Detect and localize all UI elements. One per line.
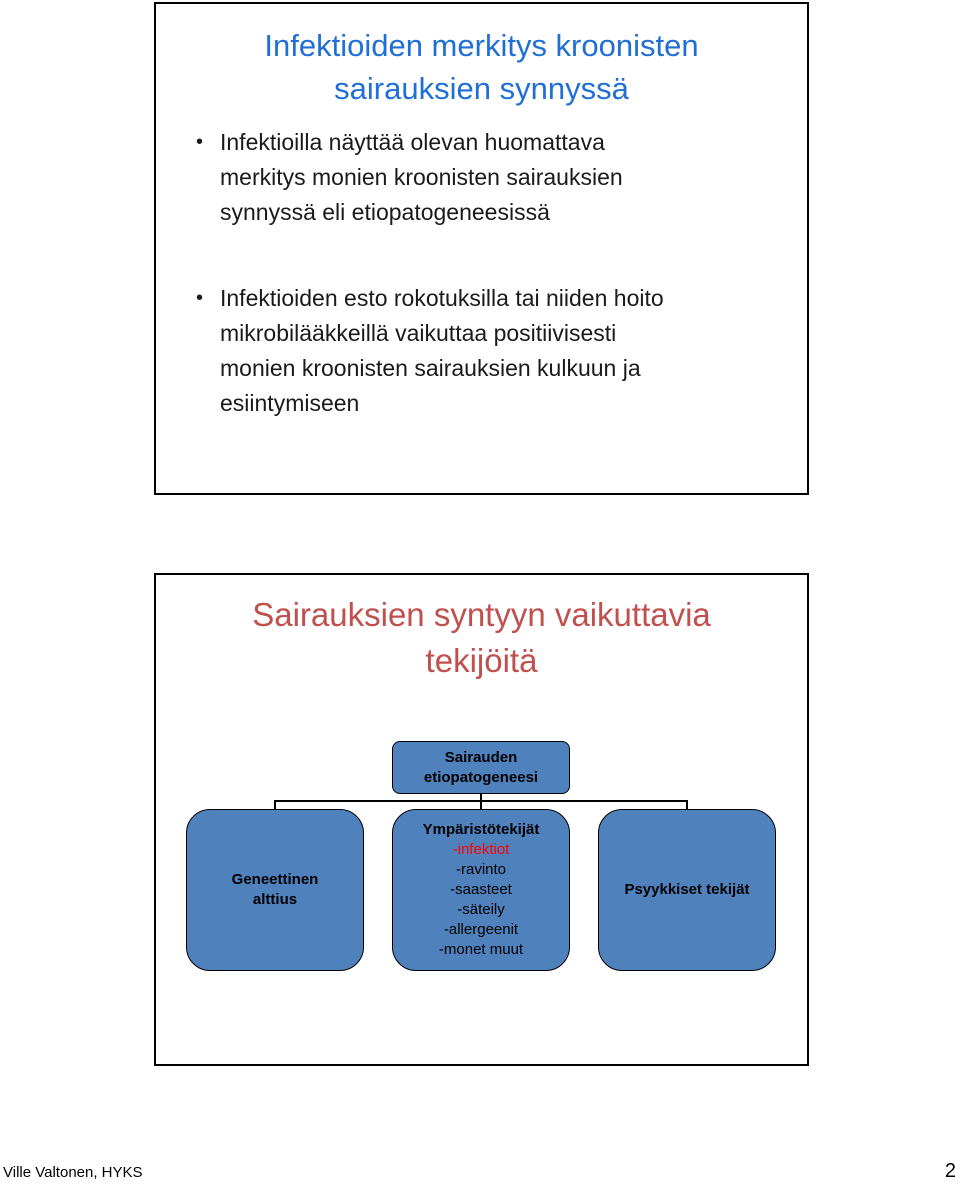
- node-title: Ympäristötekijät: [422, 821, 540, 838]
- bullet-text-line: synnyssä eli etiopatogeneesissä: [220, 199, 550, 225]
- bullet-text-line: merkitys monien kroonisten sairauksien: [220, 164, 623, 190]
- slide-2-title-line: tekijöitä: [425, 642, 538, 679]
- slide-1-title-line: sairauksien synnyssä: [334, 71, 629, 106]
- node-label-line: etiopatogeneesi: [423, 768, 539, 786]
- node-label-line: Geneettinen: [231, 871, 319, 888]
- node-list-item: -ravinto: [455, 861, 507, 878]
- node-list-item: -saasteet: [450, 881, 512, 898]
- bullet-item: [196, 281, 796, 421]
- bullet-dot-icon: •: [196, 131, 204, 153]
- bullet-text-line: monien kroonisten sairauksien kulkuun ja: [220, 355, 641, 381]
- diagram-node-environment: [392, 809, 570, 971]
- bullet-text-line: esiintymiseen: [220, 390, 360, 416]
- page-number: 2: [944, 1160, 956, 1182]
- slide-2-title: [156, 592, 807, 684]
- node-list-item: -allergeenit: [443, 921, 519, 938]
- node-label-line: Sairauden: [444, 748, 518, 766]
- node-label-line: alttius: [252, 891, 298, 908]
- bullet-dot-icon: •: [196, 287, 204, 309]
- bullet-list: [196, 125, 796, 421]
- bullet-item: [196, 125, 796, 230]
- node-list-item: -säteily: [457, 901, 505, 918]
- slide-1: [154, 2, 809, 495]
- bullet-text-line: mikrobilääkkeillä vaikuttaa positiivisesti: [220, 320, 617, 346]
- slide-2-title-line: Sairauksien syntyyn vaikuttavia: [252, 596, 711, 633]
- slide-2: [154, 573, 809, 1066]
- footer-author: Ville Valtonen, HYKS: [3, 1164, 143, 1181]
- diagram-node-psychological: [598, 809, 776, 971]
- node-highlight-item: -infektiot: [452, 841, 510, 858]
- node-list-item: -monet muut: [438, 941, 524, 958]
- diagram-node-genetic: [186, 809, 364, 971]
- node-label-line: Psyykkiset tekijät: [624, 881, 750, 898]
- diagram-root-node: [392, 741, 570, 794]
- bullet-text-line: Infektioilla näyttää olevan huomattava: [220, 129, 605, 155]
- bullet-text-line: Infektioiden esto rokotuksilla tai niiden hoito: [220, 285, 664, 311]
- slide-1-title-line: Infektioiden merkitys kroonisten: [264, 28, 699, 63]
- slide-1-title: [156, 24, 807, 110]
